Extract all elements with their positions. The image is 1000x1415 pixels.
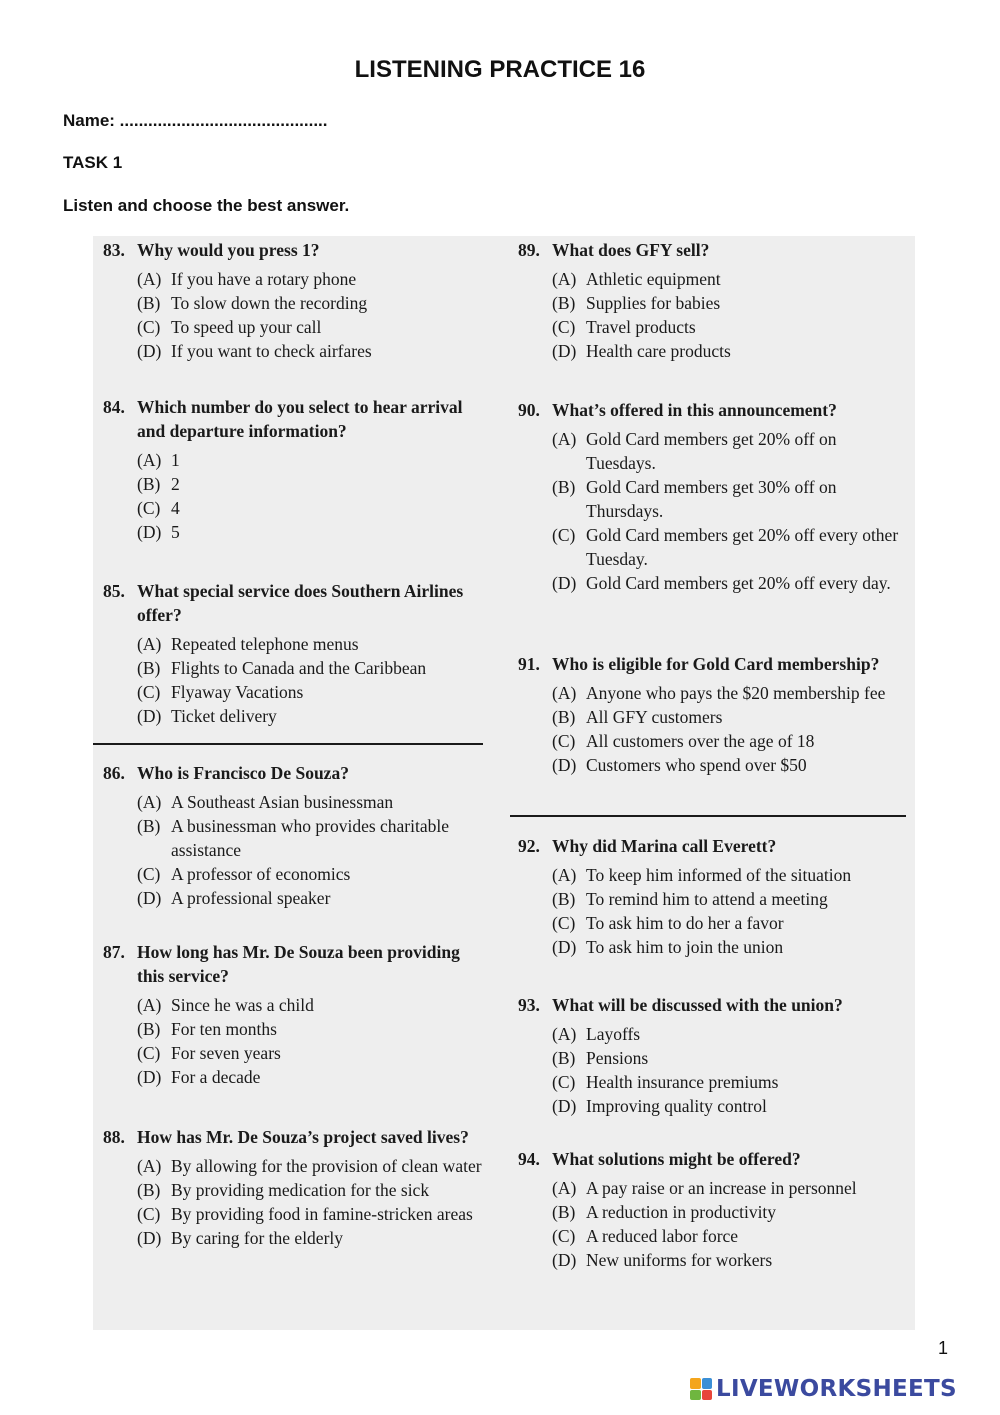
option-text: To keep him informed of the situation <box>586 865 852 885</box>
answer-option <box>137 632 488 656</box>
question-92 <box>508 834 908 959</box>
option-text: All customers over the age of 18 <box>586 731 815 751</box>
answer-options <box>508 427 908 595</box>
question-91 <box>508 652 908 777</box>
answer-option <box>552 267 908 291</box>
question-87 <box>93 940 488 1089</box>
option-letter: (C) <box>137 1043 161 1063</box>
question-stem <box>93 579 488 627</box>
option-text: A reduction in productivity <box>586 1202 777 1222</box>
option-letter: (A) <box>137 1156 162 1176</box>
answer-option <box>552 705 908 729</box>
option-letter: (B) <box>552 293 576 313</box>
option-text: Athletic equipment <box>586 269 721 289</box>
answer-option <box>137 1065 488 1089</box>
page-title: LISTENING PRACTICE 16 <box>354 56 646 83</box>
answer-option <box>552 681 908 705</box>
answer-option <box>552 1224 908 1248</box>
option-text: By providing food in famine-stricken areas <box>171 1204 473 1224</box>
question-88 <box>93 1125 488 1250</box>
option-letter: (A) <box>137 995 162 1015</box>
brand-icon <box>690 1378 712 1400</box>
answer-option <box>552 1248 908 1272</box>
answer-option <box>137 886 488 910</box>
option-letter: (B) <box>552 1048 576 1068</box>
name-field-label: Name: ............................................ <box>63 111 328 130</box>
option-text: Gold Card members get 20% off every other Tuesday. <box>586 525 899 569</box>
option-letter: (B) <box>552 477 576 497</box>
answer-options <box>93 993 488 1089</box>
question-number: 86. <box>103 763 125 783</box>
option-letter: (D) <box>137 341 162 361</box>
answer-option <box>137 520 488 544</box>
option-text: Flights to Canada and the Caribbean <box>171 658 427 678</box>
option-text: For a decade <box>171 1067 261 1087</box>
question-93 <box>508 993 908 1118</box>
answer-options <box>508 1176 908 1272</box>
question-text: Which number do you select to hear arrival and departure information? <box>137 397 463 441</box>
answer-options <box>93 1154 488 1250</box>
option-letter: (C) <box>552 1226 576 1246</box>
option-text: To remind him to attend a meeting <box>586 889 828 909</box>
option-text: All GFY customers <box>586 707 723 727</box>
option-text: Pensions <box>586 1048 649 1068</box>
option-letter: (C) <box>137 317 161 337</box>
answer-option <box>137 291 488 315</box>
section-divider <box>510 815 906 817</box>
option-letter: (C) <box>137 1204 161 1224</box>
question-stem <box>508 238 908 262</box>
question-number: 83. <box>103 240 125 260</box>
answer-options <box>93 267 488 363</box>
answer-option <box>137 704 488 728</box>
option-letter: (D) <box>552 573 577 593</box>
question-text: What special service does Southern Airlines offer? <box>137 581 464 625</box>
option-text: Ticket delivery <box>171 706 277 726</box>
question-stem <box>508 993 908 1017</box>
answer-option <box>137 1202 488 1226</box>
question-text: Who is eligible for Gold Card membership? <box>552 654 880 674</box>
option-text: To ask him to join the union <box>586 937 784 957</box>
option-text: For ten months <box>171 1019 277 1039</box>
question-number: 85. <box>103 581 125 601</box>
option-text: A businessman who provides charitable assistance <box>171 816 450 860</box>
left-question-column <box>93 238 488 1328</box>
option-text: By providing medication for the sick <box>171 1180 430 1200</box>
question-number: 92. <box>518 836 540 856</box>
option-letter: (A) <box>137 450 162 470</box>
answer-option <box>552 887 908 911</box>
question-85 <box>93 579 488 728</box>
option-letter: (D) <box>137 888 162 908</box>
option-text: To speed up your call <box>171 317 322 337</box>
option-letter: (C) <box>552 731 576 751</box>
answer-option <box>552 753 908 777</box>
option-text: A Southeast Asian businessman <box>171 792 394 812</box>
option-text: To slow down the recording <box>171 293 368 313</box>
option-text: New uniforms for workers <box>586 1250 773 1270</box>
question-90 <box>508 398 908 595</box>
option-text: For seven years <box>171 1043 281 1063</box>
answer-option <box>137 790 488 814</box>
question-number: 93. <box>518 995 540 1015</box>
option-letter: (B) <box>137 1180 161 1200</box>
answer-options <box>508 1022 908 1118</box>
answer-option <box>552 475 908 523</box>
option-letter: (D) <box>552 755 577 775</box>
question-89 <box>508 238 908 363</box>
instruction-text: Listen and choose the best answer. <box>63 196 350 215</box>
question-stem <box>508 1147 908 1171</box>
option-text: 5 <box>171 522 180 542</box>
option-letter: (D) <box>552 341 577 361</box>
option-letter: (B) <box>552 889 576 909</box>
option-letter: (A) <box>552 683 577 703</box>
answer-option <box>552 1176 908 1200</box>
answer-option <box>137 496 488 520</box>
option-letter: (B) <box>137 293 161 313</box>
answer-options <box>93 632 488 728</box>
answer-options <box>93 448 488 544</box>
answer-options <box>93 790 488 910</box>
right-question-column <box>508 238 908 1328</box>
option-letter: (D) <box>137 1067 162 1087</box>
question-number: 90. <box>518 400 540 420</box>
option-text: Layoffs <box>586 1024 641 1044</box>
question-number: 94. <box>518 1149 540 1169</box>
answer-option <box>552 1200 908 1224</box>
option-letter: (B) <box>552 1202 576 1222</box>
answer-option <box>552 1022 908 1046</box>
option-text: Customers who spend over $50 <box>586 755 807 775</box>
question-text: What’s offered in this announcement? <box>552 400 837 420</box>
question-text: How long has Mr. De Souza been providing this service? <box>137 942 460 986</box>
answer-option <box>137 267 488 291</box>
option-text: A reduced labor force <box>586 1226 739 1246</box>
answer-option <box>552 1046 908 1070</box>
option-letter: (C) <box>552 1072 576 1092</box>
answer-option <box>137 680 488 704</box>
answer-option <box>552 1094 908 1118</box>
option-letter: (D) <box>137 1228 162 1248</box>
option-text: 2 <box>171 474 180 494</box>
option-letter: (B) <box>137 816 161 836</box>
question-number: 89. <box>518 240 540 260</box>
answer-option <box>137 862 488 886</box>
question-number: 88. <box>103 1127 125 1147</box>
answer-option <box>137 1041 488 1065</box>
option-letter: (B) <box>137 1019 161 1039</box>
option-letter: (B) <box>137 658 161 678</box>
option-text: If you have a rotary phone <box>171 269 357 289</box>
question-stem <box>93 238 488 262</box>
answer-option <box>137 1017 488 1041</box>
option-letter: (A) <box>552 1178 577 1198</box>
answer-option <box>137 1154 488 1178</box>
question-text: What solutions might be offered? <box>552 1149 801 1169</box>
option-letter: (A) <box>137 269 162 289</box>
page-number: 1 <box>937 1338 948 1358</box>
answer-options <box>508 863 908 959</box>
option-letter: (D) <box>137 706 162 726</box>
option-text: Improving quality control <box>586 1096 767 1116</box>
answer-option <box>137 656 488 680</box>
answer-option <box>552 339 908 363</box>
option-letter: (B) <box>552 707 576 727</box>
question-stem <box>508 652 908 676</box>
option-text: Since he was a child <box>171 995 314 1015</box>
option-text: Flyaway Vacations <box>171 682 304 702</box>
question-text: What does GFY sell? <box>552 240 710 260</box>
question-text: Who is Francisco De Souza? <box>137 763 349 783</box>
task-heading: TASK 1 <box>63 153 123 172</box>
brand-text: LIVEWORKSHEETS <box>716 1376 957 1402</box>
option-text: 4 <box>171 498 180 518</box>
question-text: Why would you press 1? <box>137 240 320 260</box>
answer-option <box>552 427 908 475</box>
section-divider <box>93 743 483 745</box>
answer-option <box>552 729 908 753</box>
option-text: Gold Card members get 20% off every day. <box>586 573 891 593</box>
option-letter: (D) <box>552 1250 577 1270</box>
question-stem <box>93 1125 488 1149</box>
answer-option <box>137 339 488 363</box>
answer-option <box>137 448 488 472</box>
option-text: A pay raise or an increase in personnel <box>586 1178 857 1198</box>
answer-option <box>137 472 488 496</box>
answer-option <box>552 315 908 339</box>
option-text: Repeated telephone menus <box>171 634 359 654</box>
question-stem <box>93 395 488 443</box>
answer-option <box>137 1226 488 1250</box>
question-86 <box>93 761 488 910</box>
question-84 <box>93 395 488 544</box>
option-text: A professional speaker <box>171 888 331 908</box>
answer-option <box>137 1178 488 1202</box>
option-text: Health insurance premiums <box>586 1072 779 1092</box>
question-number: 84. <box>103 397 125 417</box>
question-number: 91. <box>518 654 540 674</box>
option-text: Supplies for babies <box>586 293 721 313</box>
option-text: By allowing for the provision of clean water <box>171 1156 482 1176</box>
option-letter: (C) <box>552 525 576 545</box>
answer-option <box>137 993 488 1017</box>
question-number: 87. <box>103 942 125 962</box>
option-letter: (C) <box>137 498 161 518</box>
option-letter: (C) <box>552 317 576 337</box>
answer-options <box>508 267 908 363</box>
option-text: 1 <box>171 450 180 470</box>
option-text: By caring for the elderly <box>171 1228 344 1248</box>
option-letter: (A) <box>552 865 577 885</box>
option-letter: (A) <box>552 429 577 449</box>
answer-option <box>137 315 488 339</box>
option-letter: (A) <box>137 792 162 812</box>
question-text: How has Mr. De Souza’s project saved lives? <box>137 1127 469 1147</box>
answer-option <box>552 935 908 959</box>
option-letter: (A) <box>552 269 577 289</box>
option-letter: (B) <box>137 474 161 494</box>
question-text: What will be discussed with the union? <box>552 995 843 1015</box>
option-letter: (D) <box>552 1096 577 1116</box>
answer-option <box>552 571 908 595</box>
option-text: Health care products <box>586 341 731 361</box>
option-letter: (D) <box>137 522 162 542</box>
option-letter: (C) <box>137 682 161 702</box>
question-stem <box>508 398 908 422</box>
answer-option <box>137 814 488 862</box>
question-83 <box>93 238 488 363</box>
option-text: Gold Card members get 30% off on Thursdays. <box>586 477 837 521</box>
option-letter: (D) <box>552 937 577 957</box>
answer-option <box>552 863 908 887</box>
option-letter: (A) <box>552 1024 577 1044</box>
question-94 <box>508 1147 908 1272</box>
option-text: Gold Card members get 20% off on Tuesdays. <box>586 429 837 473</box>
liveworksheets-logo <box>690 1376 957 1402</box>
option-text: Travel products <box>586 317 696 337</box>
option-letter: (A) <box>137 634 162 654</box>
question-stem <box>93 940 488 988</box>
answer-option <box>552 291 908 315</box>
answer-options <box>508 681 908 777</box>
answer-option <box>552 1070 908 1094</box>
question-stem <box>508 834 908 858</box>
question-text: Why did Marina call Everett? <box>552 836 777 856</box>
option-text: Anyone who pays the $20 membership fee <box>586 683 886 703</box>
option-letter: (C) <box>552 913 576 933</box>
question-stem <box>93 761 488 785</box>
option-text: If you want to check airfares <box>171 341 372 361</box>
option-text: A professor of economics <box>171 864 351 884</box>
option-text: To ask him to do her a favor <box>586 913 784 933</box>
option-letter: (C) <box>137 864 161 884</box>
answer-option <box>552 523 908 571</box>
answer-option <box>552 911 908 935</box>
